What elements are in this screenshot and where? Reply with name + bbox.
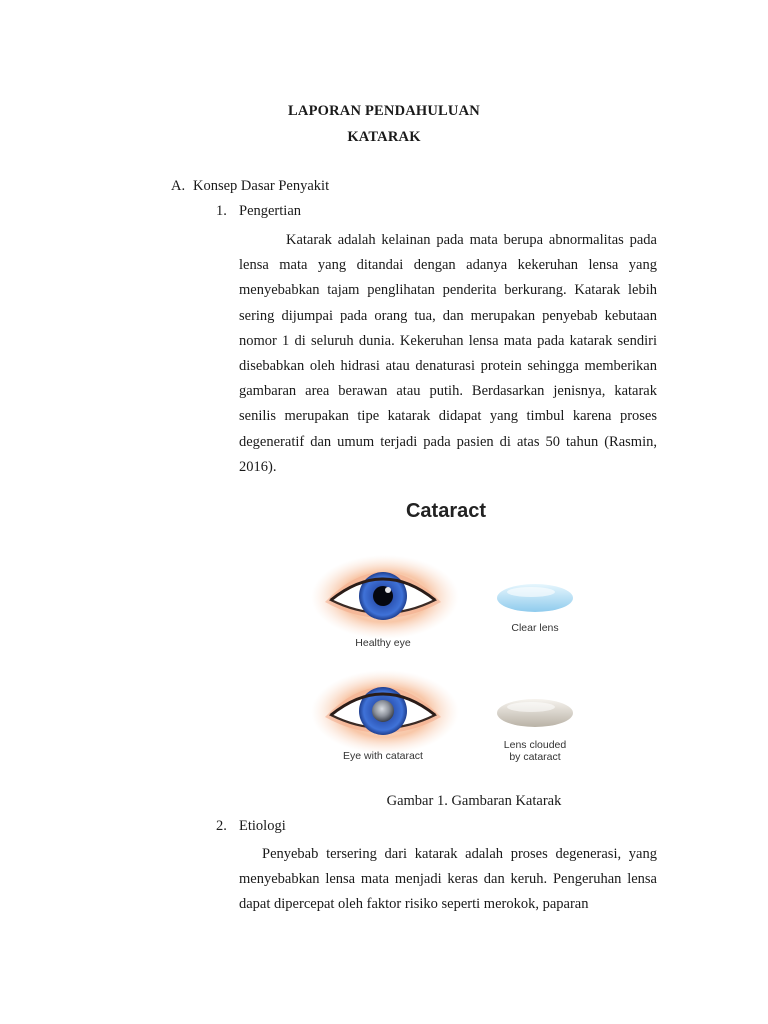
clear-lens-label: Clear lens bbox=[511, 622, 559, 634]
document-title: LAPORAN PENDAHULUAN bbox=[288, 103, 480, 119]
figure-caption: Gambar 1. Gambaran Katarak bbox=[386, 793, 562, 809]
healthy-eye-label: Healthy eye bbox=[355, 637, 411, 649]
figure-title: Cataract bbox=[405, 500, 487, 522]
clear-lens-icon bbox=[497, 584, 573, 612]
clouded-lens-label-line1: Lens clouded bbox=[503, 739, 567, 751]
clouded-lens-icon bbox=[497, 699, 573, 727]
section-a-marker: A. bbox=[171, 178, 186, 194]
section-a-title: Konsep Dasar Penyakit bbox=[193, 178, 330, 194]
section-a-heading bbox=[171, 178, 329, 195]
cataract-eye-icon bbox=[311, 670, 459, 754]
subsection-2-marker: 2. bbox=[216, 818, 227, 834]
subsection-1-title: Pengertian bbox=[239, 203, 302, 219]
subsection-1-heading bbox=[216, 203, 301, 220]
document-subtitle: KATARAK bbox=[347, 129, 421, 145]
cataract-figure bbox=[287, 484, 607, 784]
subsection-1-marker: 1. bbox=[216, 203, 227, 219]
cataract-illustration bbox=[287, 484, 607, 784]
pengertian-paragraph: Katarak adalah kelainan pada mata berupa abnormalitas pada lensa mata yang ditandai dengan adanya kekeruhan lensa yang menyebabkan tajam penglihatan penderita berkurang. Katarak lebih sering dijumpai pada orang tua, dan merupakan penyebab kebutaan nomor 1 di seluruh dunia. Kekeruhan lensa mata pada katarak sendiri disebabkan oleh hidrasi atau denaturasi protein sehingga memberikan gambaran area berawan atau putih. Berdasarkan jenisnya, katarak senilis merupakan tipe katarak didapat yang timbul karena proses degeneratif dan umum terjadi pada pasien di atas 50 tahun (Rasmin, 2016). bbox=[239, 232, 657, 475]
subsection-2-title: Etiologi bbox=[239, 818, 286, 834]
subsection-2-heading bbox=[216, 818, 286, 835]
clouded-lens-label-line2: by cataract bbox=[509, 751, 561, 763]
etiologi-paragraph: Penyebab tersering dari katarak adalah proses degenerasi, yang menyebabkan lensa mata menjadi keras dan keruh. Pengeruhan lensa dapat dipercepat oleh faktor risiko seperti merokok, paparan bbox=[239, 846, 657, 913]
healthy-eye-icon bbox=[311, 555, 459, 639]
cataract-eye-label: Eye with cataract bbox=[343, 750, 423, 762]
